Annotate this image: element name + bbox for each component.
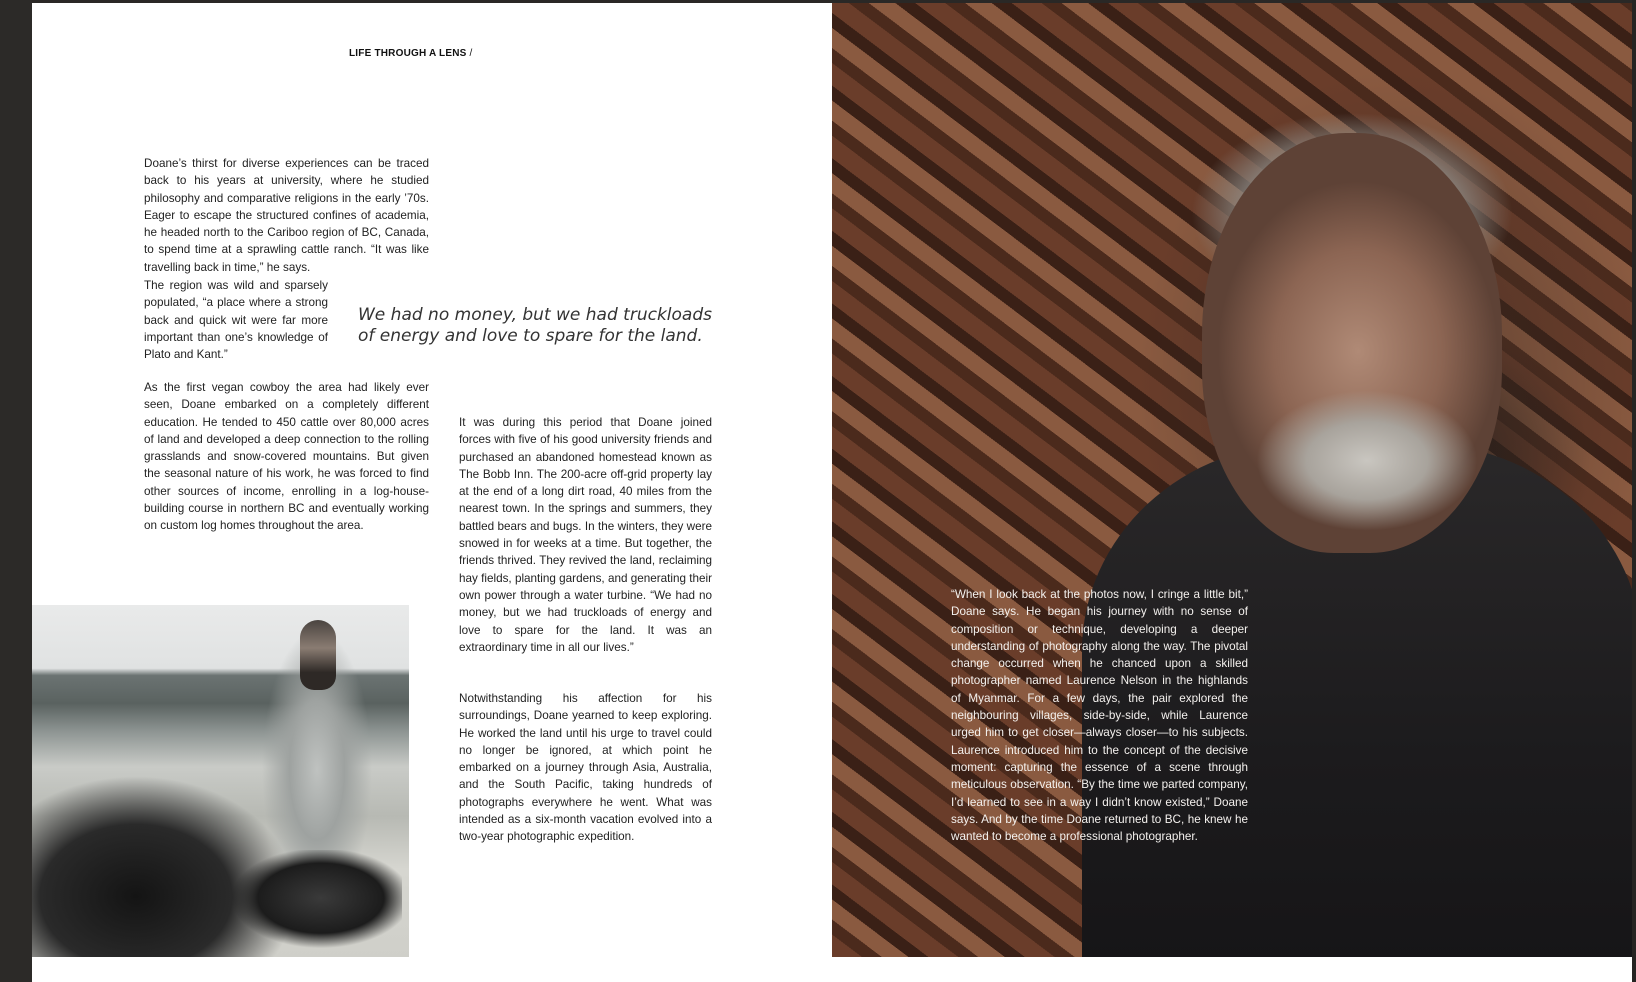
right-page-bottom-margin	[832, 957, 1632, 982]
running-head-separator: /	[469, 48, 473, 59]
right-margin	[1632, 0, 1636, 982]
column-1-paragraph-1-top	[144, 155, 429, 276]
left-margin	[0, 0, 32, 982]
portrait-face	[1202, 133, 1502, 553]
column-1-paragraph-1-bottom	[144, 277, 328, 363]
pull-quote: We had no money, but we had truckloads of energy and love to spare for the land.	[358, 305, 712, 346]
cowboy-photo	[32, 605, 409, 957]
body-text: Notwithstanding his affection for his surroundings, Doane yearned to keep exploring. He worked the land until his urge to travel could no longer be ignored, at which point he embarked on a journey through Asia, Australia, and the South Pacific, taking hundreds of photographs everywhere he went. What was intended as a six-month vacation evolved into a two-year photographic expedition.	[459, 692, 712, 844]
right-page-paragraph: “When I look back at the photos now, I cringe a little bit,” Doane says. He began his journey with no sense of composition or technique, developing a deeper understanding of photography along the way. The pivotal change occurred when he chanced upon a skilled photographer named Laurence Nelson in the highlands of Myanmar. For a few days, the pair explored the neighbouring villages, side-by-side, while Laurence urged him to get closer—always closer—to his subjects. Laurence introduced him to the concept of the decisive moment: capturing the essence of a scene through meticulous observation. “By the time we parted company, I’d learned to see in a way I didn’t know existed,” Doane says. And by the time Doane returned to BC, he knew he wanted to become a professional photographer.	[951, 588, 1248, 844]
body-text: The region was wild and sparsely populated, “a place where a strong back and quick wit were far more important than one’s knowledge of Plato and Kant.”	[144, 279, 328, 362]
rider-head	[300, 620, 336, 690]
body-text: Doane’s thirst for diverse experiences can be traced back to his years at university, where he studied philosophy and comparative religions in the early ’70s. Eager to escape the structured confines of academia, he headed north to the Cariboo region of BC, Canada, to spend time at a sprawling cattle ranch. “It was like travelling back in time,” he says.	[144, 157, 429, 274]
column-2-paragraph-2	[459, 690, 712, 846]
running-head-title: LIFE THROUGH A LENS	[349, 48, 467, 59]
saddle	[222, 850, 402, 957]
column-2-paragraph-1	[459, 414, 712, 656]
body-text: As the first vegan cowboy the area had likely ever seen, Doane embarked on a completely different education. He tended to 450 cattle over 80,000 acres of land and developed a deep connection to the rolling grasslands and snow-covered mountains. But given the seasonal nature of his work, he was forced to find other sources of income, enrolling in a log-house-building course in northern BC and eventually working on custom log homes throughout the area.	[144, 381, 429, 533]
column-1-paragraph-2	[144, 379, 429, 535]
running-head	[349, 48, 472, 59]
body-text: It was during this period that Doane joined forces with five of his good university friends and purchased an abandoned homestead known as The Bobb Inn. The 200-acre off-grid property lay at the end of a long dirt road, 40 miles from the nearest town. In the springs and summers, they battled bears and bugs. In the winters, they were snowed in for weeks at a time. But together, the friends thrived. They revived the land, reclaiming hay fields, planting gardens, and generating their own power through a water turbine. “We had no money, but we had truckloads of energy and love to spare for the land. It was an extraordinary time in all our lives.”	[459, 416, 712, 654]
